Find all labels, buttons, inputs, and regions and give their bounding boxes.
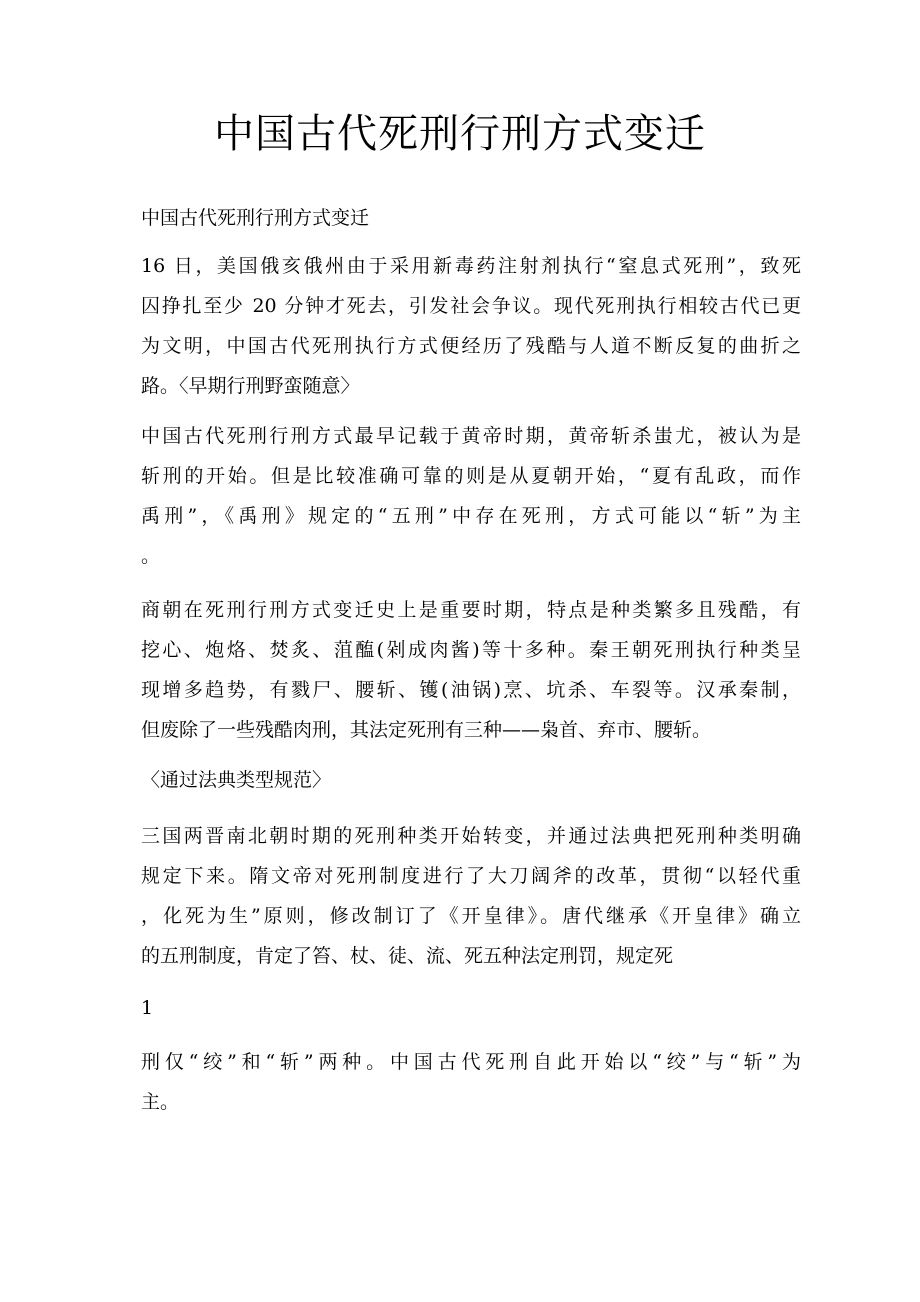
page-number-text: 1 xyxy=(141,997,154,1019)
paragraph-early-history xyxy=(141,416,801,576)
text-line: 现增多趋势，有戮尸、腰斩、镬(油锅)烹、坑杀、车裂等。汉承秦制， xyxy=(141,679,801,701)
text-line: 商朝在死刑行刑方式变迁史上是重要时期，特点是种类繁多且残酷，有 xyxy=(141,599,801,621)
paragraph-conclusion xyxy=(141,1042,801,1122)
text-line: 囚挣扎至少 20 分钟才死去，引发社会争议。现代死刑执行相较古代已更 xyxy=(141,295,801,317)
text-line: 禹刑”，《禹刑》规定的“五刑”中存在死刑，方式可能以“斩”为主 xyxy=(141,505,801,527)
text-line: 中国古代死刑行刑方式最早记载于黄帝时期，黄帝斩杀蚩尤，被认为是 xyxy=(141,425,801,447)
text-line: 的五刑制度，肯定了笞、杖、徒、流、死五种法定刑罚，规定死 xyxy=(141,945,674,967)
section-heading-codification xyxy=(141,760,801,800)
text-line: 路。〈早期行刑野蛮随意〉 xyxy=(141,375,360,397)
text-line: 但废除了一些残酷肉刑，其法定死刑有三种——枭首、弃市、腰斩。 xyxy=(141,719,712,741)
text-line: 〈通过法典类型规范〉 xyxy=(141,769,332,791)
paragraph-codification xyxy=(141,816,801,976)
text-line: 刑仅“绞”和“斩”两种。中国古代死刑自此开始以“绞”与“斩”为 xyxy=(141,1051,801,1073)
text-line: 。 xyxy=(141,545,161,567)
paragraph-intro xyxy=(141,246,801,406)
document-subtitle xyxy=(141,198,801,238)
text-line: ，化死为生”原则，修改制订了《开皇律》。唐代继承《开皇律》确立 xyxy=(141,905,801,927)
subtitle-line: 中国古代死刑行刑方式变迁 xyxy=(141,207,370,229)
text-line: 主。 xyxy=(141,1091,180,1113)
text-line: 规定下来。隋文帝对死刑制度进行了大刀阔斧的改革，贯彻“以轻代重 xyxy=(141,865,801,887)
text-line: 挖心、炮烙、焚炙、菹醢(剁成肉酱)等十多种。秦王朝死刑执行种类呈 xyxy=(141,639,801,661)
text-line: 为文明，中国古代死刑执行方式便经历了残酷与人道不断反复的曲折之 xyxy=(141,335,801,357)
page-number xyxy=(141,988,801,1028)
document-title: 中国古代死刑行刑方式变迁 xyxy=(214,111,706,157)
text-line: 斩刑的开始。但是比较准确可靠的则是从夏朝开始，“夏有乱政，而作 xyxy=(141,465,801,487)
text-line: 三国两晋南北朝时期的死刑种类开始转变，并通过法典把死刑种类明确 xyxy=(141,825,801,847)
text-line: 16 日，美国俄亥俄州由于采用新毒药注射剂执行“窒息式死刑”，致死 xyxy=(141,255,801,277)
paragraph-shang-qin-han xyxy=(141,590,801,750)
